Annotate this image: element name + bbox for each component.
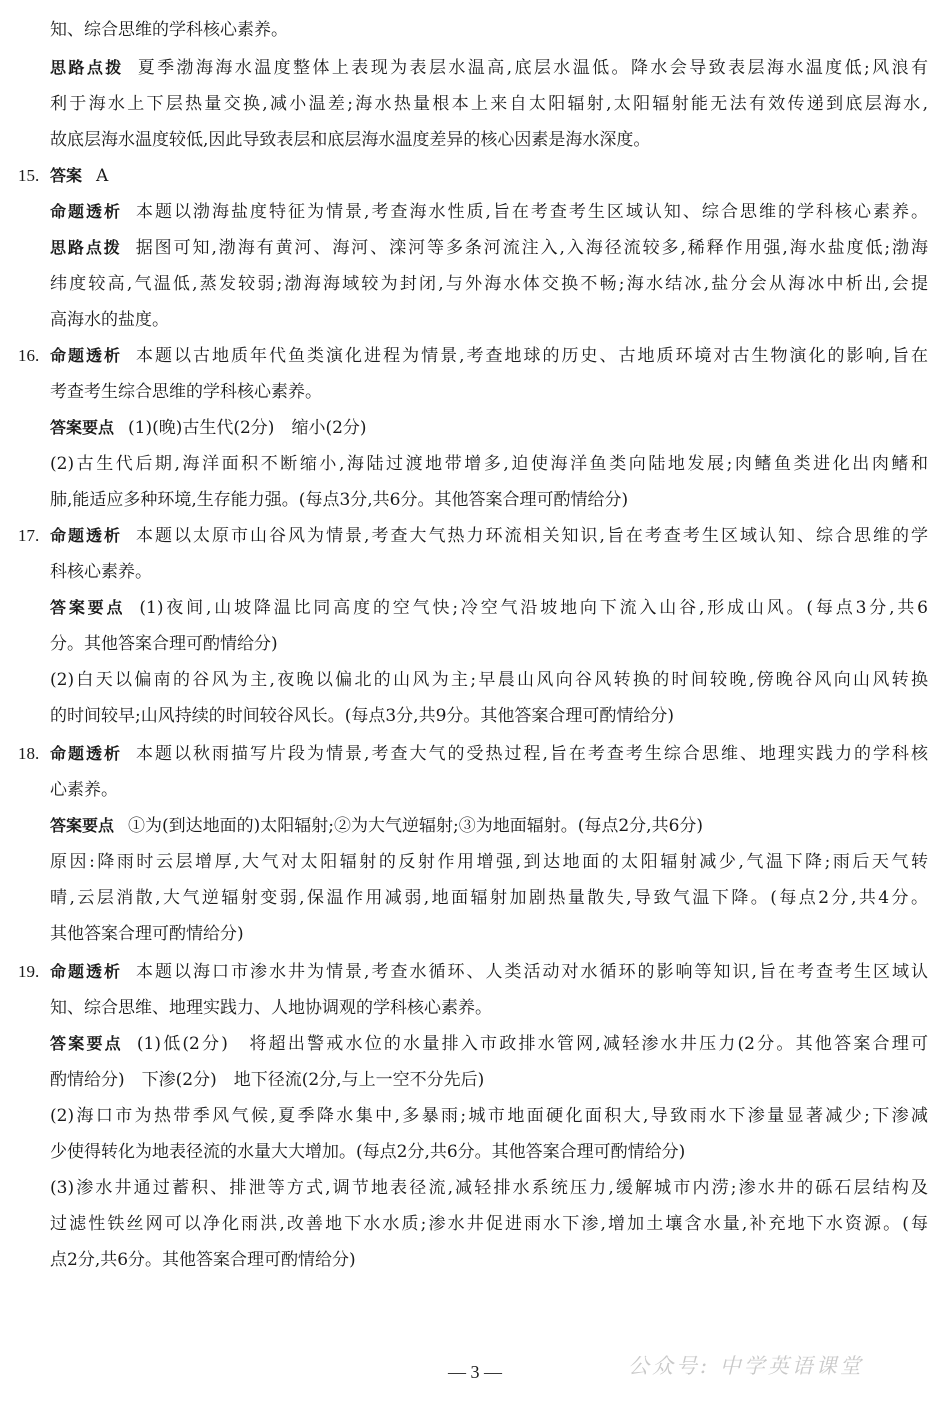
- section-label: 命题透析: [50, 526, 123, 545]
- text-line: [50, 200, 928, 224]
- text-line: [50, 452, 928, 476]
- line-text: 本题以秋雨描写片段为情景,考查大气的受热过程,旨在考查考生综合思维、地理实践力的学科核: [136, 744, 928, 764]
- line-text: (1)低(2分) 将超出警戒水位的水量排入市政排水管网,减轻渗水井压力(2分。其他答案合理可: [136, 1034, 928, 1054]
- text-line: [50, 1248, 928, 1272]
- question-number: 19.: [18, 962, 40, 981]
- text-line: [50, 128, 928, 152]
- text-line: [18, 164, 928, 188]
- line-text: (3)渗水井通过蓄积、排泄等方式,调节地表径流,减轻排水系统压力,缓解城市内涝;渗水井的砾石层结构及: [50, 1178, 928, 1198]
- text-line: [50, 596, 928, 620]
- question-number: 17.: [18, 526, 40, 545]
- line-text: 知、综合思维的学科核心素养。: [50, 20, 288, 40]
- line-text: 其他答案合理可酌情给分): [50, 924, 244, 944]
- page-number: — 3 —: [448, 1362, 502, 1382]
- text-line: [50, 236, 928, 260]
- line-text: (2)海口市为热带季风气候,夏季降水集中,多暴雨;城市地面硬化面积大,导致雨水下渗量显著减少;下渗减: [50, 1106, 928, 1126]
- question-number: 16.: [18, 346, 40, 365]
- section-label: 答案要点: [50, 1034, 123, 1053]
- line-text: 高海水的盐度。: [50, 310, 169, 330]
- section-label: 思路点拨: [50, 238, 122, 257]
- text-line: [50, 668, 928, 692]
- text-line: [50, 922, 928, 946]
- text-line: [50, 778, 928, 802]
- question-number: 15.: [18, 166, 40, 185]
- line-text: 本题以太原市山谷风为情景,考查大气热力环流相关知识,旨在考查考生区域认知、综合思维的学: [136, 526, 928, 546]
- line-text: 酌情给分) 下渗(2分) 地下径流(2分,与上一空不分先后): [50, 1070, 485, 1090]
- section-label: 命题透析: [50, 744, 123, 763]
- text-line: [50, 886, 928, 910]
- section-label: 思路点拨: [50, 58, 124, 77]
- line-text: 故底层海水温度较低,因此导致表层和底层海水温度差异的核心因素是海水深度。: [50, 130, 651, 150]
- text-line: [50, 416, 928, 440]
- line-text: 夏季渤海海水温度整体上表现为表层水温高,底层水温低。降水会导致表层海水温度低;风浪有: [137, 58, 928, 78]
- text-line: [50, 1104, 928, 1128]
- line-text: A: [96, 166, 109, 186]
- line-text: 分。其他答案合理可酌情给分): [50, 634, 278, 654]
- text-line: [50, 1212, 928, 1236]
- question-number: 18.: [18, 744, 40, 763]
- section-label: 答案要点: [50, 816, 115, 835]
- text-line: [50, 308, 928, 332]
- line-text: 本题以古地质年代鱼类演化进程为情景,考查地球的历史、古地质环境对古生物演化的影响,旨在: [136, 346, 928, 366]
- line-text: (1)(晚)古生代(2分) 缩小(2分): [128, 418, 367, 438]
- text-line: [50, 1140, 928, 1164]
- line-text: 考查考生综合思维的学科核心素养。: [50, 382, 322, 402]
- text-line: [50, 704, 928, 728]
- text-line: [50, 272, 928, 296]
- line-text: 本题以渤海盐度特征为情景,考查海水性质,旨在考查考生区域认知、综合思维的学科核心素养。: [136, 202, 928, 222]
- line-text: 心素养。: [50, 780, 118, 800]
- line-text: 本题以海口市渗水井为情景,考查水循环、人类活动对水循环的影响等知识,旨在考查考生区域认: [136, 962, 928, 982]
- text-line: [50, 380, 928, 404]
- section-label: 答案要点: [50, 418, 115, 437]
- text-line: [50, 1068, 928, 1092]
- line-text: 原因:降雨时云层增厚,大气对太阳辐射的反射作用增强,到达地面的太阳辐射减少,气温下降;雨后天气转: [50, 852, 928, 872]
- text-line: [50, 850, 928, 874]
- text-line: [50, 560, 928, 584]
- text-line: [50, 814, 928, 838]
- text-line: [50, 996, 928, 1020]
- line-text: 点2分,共6分。其他答案合理可酌情给分): [50, 1250, 356, 1270]
- text-line: [18, 524, 928, 548]
- line-text: 利于海水上下层热量交换,减小温差;海水热量根本上来自太阳辐射,太阳辐射能无法有效传递到底层海水,: [50, 94, 928, 114]
- line-text: (2)白天以偏南的谷风为主,夜晚以偏北的山风为主;早晨山风向谷风转换的时间较晚,傍晚谷风向山风转换: [50, 670, 928, 690]
- section-label: 命题透析: [50, 346, 123, 365]
- text-line: [50, 18, 928, 42]
- line-text: 据图可知,渤海有黄河、海河、滦河等多条河流注入,入海径流较多,稀释作用强,海水盐度低;渤海: [135, 238, 928, 258]
- line-text: 肺,能适应多种环境,生存能力强。(每点3分,共6分。其他答案合理可酌情给分): [50, 490, 629, 510]
- text-line: [18, 344, 928, 368]
- text-line: [50, 56, 928, 80]
- line-text: 过滤性铁丝网可以净化雨洪,改善地下水水质;渗水井促进雨水下渗,增加土壤含水量,补充地下水资源。(每: [50, 1214, 928, 1234]
- section-label: 答案要点: [50, 598, 126, 617]
- line-text: 少使得转化为地表径流的水量大大增加。(每点2分,共6分。其他答案合理可酌情给分): [50, 1142, 686, 1162]
- line-text: 纬度较高,气温低,蒸发较弱;渤海海域较为封闭,与外海水体交换不畅;海水结冰,盐分会从海冰中析出,会提: [50, 274, 928, 294]
- watermark: 公众号: 中学英语课堂: [628, 1354, 864, 1378]
- line-text: 晴,云层消散,大气逆辐射变弱,保温作用减弱,地面辐射加剧热量散失,导致气温下降。(每点2分,共4分。: [50, 888, 928, 908]
- line-text: ①为(到达地面的)太阳辐射;②为大气逆辐射;③为地面辐射。(每点2分,共6分): [128, 816, 704, 836]
- text-line: [18, 960, 928, 984]
- text-line: [50, 1032, 928, 1056]
- section-label: 命题透析: [50, 202, 123, 221]
- text-line: [50, 1176, 928, 1200]
- text-line: [18, 742, 928, 766]
- section-label: 命题透析: [50, 962, 123, 981]
- text-line: [50, 632, 928, 656]
- line-text: (2)古生代后期,海洋面积不断缩小,海陆过渡地带增多,迫使海洋鱼类向陆地发展;肉鳍鱼类进化出肉鳍和: [50, 454, 928, 474]
- line-text: (1)夜间,山坡降温比同高度的空气快;冷空气沿坡地向下流入山谷,形成山风。(每点3分,共6: [139, 598, 928, 618]
- line-text: 的时间较早;山风持续的时间较谷风长。(每点3分,共9分。其他答案合理可酌情给分): [50, 706, 675, 726]
- line-text: 科核心素养。: [50, 562, 152, 582]
- line-text: 知、综合思维、地理实践力、人地协调观的学科核心素养。: [50, 998, 492, 1018]
- section-label: 答案: [50, 166, 83, 185]
- text-line: [50, 92, 928, 116]
- text-line: [50, 488, 928, 512]
